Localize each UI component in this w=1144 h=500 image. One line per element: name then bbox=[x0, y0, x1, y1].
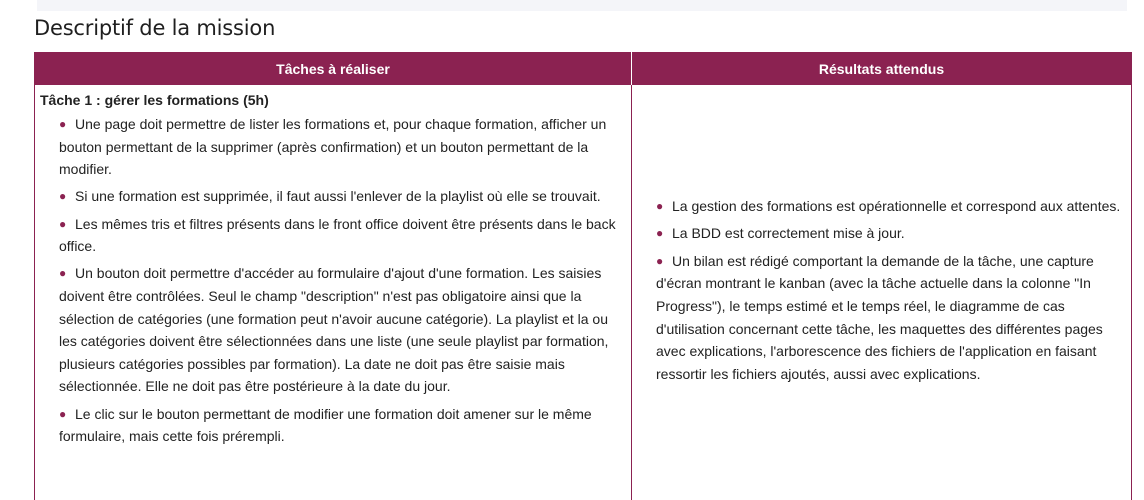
task-item-text: Si une formation est supprimée, il faut aussi l'enlever de la playlist où elle se trouvait. bbox=[75, 188, 601, 205]
list-item bbox=[59, 185, 623, 208]
result-item-text: La BDD est correctement mise à jour. bbox=[672, 225, 905, 242]
result-item-text: La gestion des formations est opérationnelle et correspond aux attentes. bbox=[672, 197, 1121, 214]
task-item-text: Les mêmes tris et filtres présents dans le front office doivent être présents dans le back office. bbox=[59, 215, 616, 255]
results-cell bbox=[632, 85, 1132, 500]
bullet-icon: ● bbox=[59, 406, 67, 421]
table-row bbox=[35, 85, 1132, 500]
bullet-icon: ● bbox=[59, 266, 67, 281]
result-item-text: Un bilan est rédigé comportant la demande de la tâche, une capture d'écran montrant le kanban (avec la tâche actuelle dans la colonne "In Progress"), le temps estimé et le temps réel, le diagramme de cas d'utilisation concernant cette tâche, les maquettes des différentes pages avec explications, l'arborescence des fichiers de l'application en faisant ressortir les fichiers ajoutés, aussi avec explications. bbox=[656, 252, 1103, 382]
list-item bbox=[59, 113, 623, 181]
task-title: Tâche 1 : gérer les formations (5h) bbox=[40, 92, 269, 108]
mission-table bbox=[34, 52, 1132, 500]
page-title: Descriptif de la mission bbox=[34, 16, 276, 40]
task-item-text: Le clic sur le bouton permettant de modifier une formation doit amener sur le même formulaire, mais cette fois prérempli. bbox=[59, 405, 592, 445]
task-list bbox=[40, 113, 623, 448]
bullet-icon: ● bbox=[656, 253, 664, 268]
task-item-text: Un bouton doit permettre d'accéder au formulaire d'ajout d'une formation. Les saisies doivent être contrôlées. Seul le champ "description" n'est pas obligatoire ainsi que la sélection de catégories (une formation peut n'avoir aucune catégorie). La playlist et la ou les catégories doivent être sélectionnées dans une liste (une seule playlist par formation, plusieurs catégories possibles par formation). La date ne doit pas être saisie mais sélectionnée. Elle ne doit pas être postérieure à la date du jour. bbox=[59, 265, 609, 395]
table-header-row bbox=[35, 52, 1132, 85]
bullet-icon: ● bbox=[656, 226, 664, 241]
list-item bbox=[656, 195, 1123, 218]
list-item bbox=[59, 262, 623, 398]
header-results: Résultats attendus bbox=[632, 52, 1132, 85]
list-item bbox=[59, 213, 623, 258]
top-band bbox=[37, 0, 1127, 11]
list-item bbox=[59, 403, 623, 448]
result-list bbox=[656, 195, 1123, 386]
bullet-icon: ● bbox=[656, 198, 664, 213]
bullet-icon: ● bbox=[59, 189, 67, 204]
bullet-icon: ● bbox=[59, 117, 67, 131]
list-item bbox=[656, 250, 1123, 386]
bullet-icon: ● bbox=[59, 216, 67, 231]
list-item bbox=[656, 222, 1123, 245]
tasks-cell bbox=[35, 85, 632, 500]
task-item-text: Une page doit permettre de lister les formations et, pour chaque formation, afficher un bouton permettant de la supprimer (après confirmation) et un bouton permettant de la modifier. bbox=[59, 116, 607, 178]
header-tasks: Tâches à réaliser bbox=[35, 52, 632, 85]
